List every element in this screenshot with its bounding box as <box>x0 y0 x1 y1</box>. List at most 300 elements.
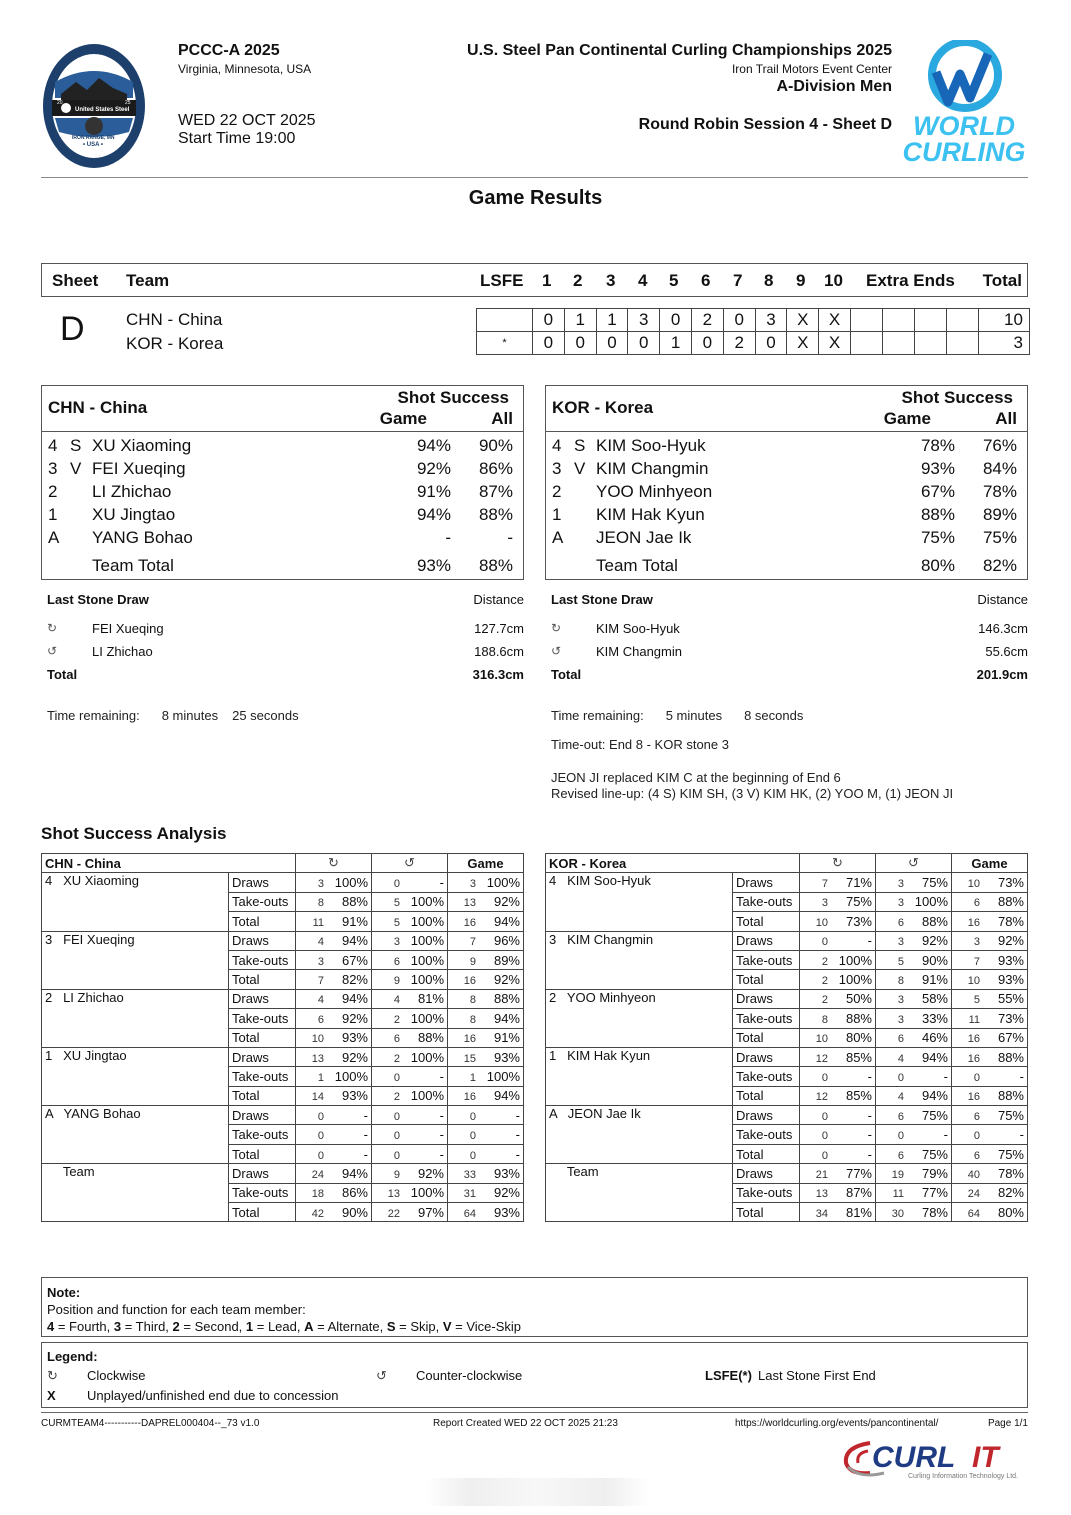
stat-game <box>448 1009 524 1028</box>
shot-count: 4 <box>897 1052 904 1065</box>
team-total-label: Team Total <box>596 556 678 575</box>
shot-pct: 94% <box>341 933 368 949</box>
shot-success-label: Shot Success <box>397 388 509 407</box>
shot-type: Take-outs <box>733 1067 800 1086</box>
footer-divider <box>41 1412 1028 1413</box>
stat-game <box>952 1164 1028 1183</box>
player-game-pct: 67% <box>920 482 955 501</box>
player-position: 2 <box>48 482 58 501</box>
last-stone-draw <box>41 592 524 690</box>
shot-pct: 88% <box>997 1049 1024 1065</box>
stat-ccw <box>372 1067 448 1086</box>
shot-pct: 88% <box>493 991 520 1007</box>
shot-count: 10 <box>815 916 828 929</box>
note-key: 4 <box>47 1319 55 1334</box>
player-row <box>42 436 523 459</box>
extra-end <box>946 332 978 355</box>
player-all-pct: 86% <box>478 459 513 478</box>
shot-pct: 85% <box>845 1049 872 1065</box>
shot-success-label: Shot Success <box>901 388 1013 407</box>
shot-count: 8 <box>469 994 476 1007</box>
stat-cw <box>296 1086 372 1105</box>
shot-pct: 88% <box>921 913 948 929</box>
lsd-total-row <box>545 667 1028 690</box>
stat-game <box>448 892 524 911</box>
extra-end <box>914 309 946 332</box>
svg-text:25: 25 <box>125 100 131 106</box>
stat-game <box>952 989 1028 1008</box>
shot-pct: 88% <box>845 1010 872 1026</box>
lineup-note: JEON JI replaced KIM C at the beginning of End 6 <box>551 770 841 785</box>
lsd-distance: 188.6cm <box>474 644 524 659</box>
shot-pct: 88% <box>417 1030 444 1046</box>
shot-count: 16 <box>463 1033 476 1046</box>
shot-pct: - <box>363 1146 368 1162</box>
shot-count: 13 <box>311 1052 324 1065</box>
distance-label: Distance <box>977 592 1028 607</box>
shot-pct: 97% <box>417 1204 444 1220</box>
stat-ccw <box>876 1106 952 1125</box>
col-sheet: Sheet <box>52 271 99 290</box>
stat-ccw <box>876 931 952 950</box>
svg-text:IRON RANGE, MN: IRON RANGE, MN <box>72 135 115 141</box>
player-name: FEI Xueqing <box>92 459 186 478</box>
shot-pct: 91% <box>341 913 368 929</box>
event-location: Virginia, Minnesota, USA <box>178 62 312 76</box>
player-position: A <box>48 528 60 547</box>
shot-pct: - <box>515 1146 520 1162</box>
stat-ccw <box>372 1183 448 1202</box>
team-panel-kor <box>545 385 1028 580</box>
shot-type: Draws <box>733 873 800 892</box>
world-curling-logo <box>898 40 1030 164</box>
analysis-player: A YANG Bohao <box>42 1106 229 1164</box>
team-name-kor: KOR - Korea <box>126 334 224 353</box>
shot-pct: 92% <box>341 1049 368 1065</box>
doc-code: CURMTEAM4-----------DAPREL000404--_73 v1.0 <box>41 1418 260 1429</box>
legend-clockwise: Clockwise <box>87 1368 146 1383</box>
shot-pct: 92% <box>341 1010 368 1026</box>
shot-type: Draws <box>229 873 296 892</box>
shot-count: 12 <box>815 1091 828 1104</box>
legend-x-key: X <box>47 1388 56 1403</box>
stat-cw <box>296 1067 372 1086</box>
legend-counter-clockwise: Counter-clockwise <box>416 1368 523 1383</box>
shot-count: 2 <box>821 955 828 968</box>
stat-cw <box>800 1047 876 1066</box>
stat-game <box>448 950 524 969</box>
event-url[interactable]: https://worldcurling.org/events/pancontinental/ <box>735 1418 939 1429</box>
stat-cw <box>800 1183 876 1202</box>
stat-ccw <box>372 873 448 892</box>
legend-x: Unplayed/unfinished end due to concession <box>87 1388 339 1403</box>
stat-game <box>952 912 1028 931</box>
col-end-3: 3 <box>606 271 616 290</box>
shot-count: 14 <box>311 1091 324 1104</box>
shot-count: 0 <box>821 936 828 949</box>
stat-cw <box>800 1144 876 1163</box>
shot-count: 7 <box>821 878 828 891</box>
player-position: 3 <box>48 459 58 478</box>
shot-type: Take-outs <box>229 1183 296 1202</box>
shot-count: 0 <box>821 1110 828 1123</box>
shot-count: 21 <box>815 1168 828 1181</box>
shot-count: 0 <box>897 1130 904 1143</box>
stat-game <box>952 1028 1028 1047</box>
analysis-header <box>42 854 524 873</box>
player-function: S <box>70 436 82 455</box>
shot-type: Total <box>229 1028 296 1047</box>
analysis-player: A JEON Jae Ik <box>546 1106 733 1164</box>
shot-count: 5 <box>393 916 400 929</box>
stat-game <box>448 1028 524 1047</box>
lsd-player: FEI Xueqing <box>92 621 164 636</box>
stat-cw <box>800 1028 876 1047</box>
shot-type: Take-outs <box>229 1125 296 1144</box>
shot-count: 0 <box>821 1149 828 1162</box>
player-all-pct: 76% <box>982 436 1017 455</box>
stat-cw <box>800 989 876 1008</box>
stat-ccw <box>876 1203 952 1222</box>
page-title: Game Results <box>468 187 603 209</box>
shot-count: 18 <box>311 1188 324 1201</box>
analysis-row <box>42 989 524 1008</box>
player-position: 4 <box>48 436 58 455</box>
stat-cw <box>296 931 372 950</box>
stat-cw <box>296 1203 372 1222</box>
shot-count: 15 <box>463 1052 476 1065</box>
event-info-left <box>178 42 316 148</box>
shot-count: 6 <box>897 916 904 929</box>
shot-count: 13 <box>387 1188 400 1201</box>
end-score: 0 <box>564 332 596 355</box>
lsd-title: Last Stone Draw <box>47 592 149 607</box>
shot-pct: 90% <box>921 952 948 968</box>
stat-ccw <box>876 970 952 989</box>
shot-pct: 100% <box>410 952 444 968</box>
clockwise-icon: ↻ <box>47 1368 58 1383</box>
end-score: 0 <box>628 332 660 355</box>
player-position: A <box>552 528 564 547</box>
stat-game <box>448 970 524 989</box>
analysis-player: 2 YOO Minhyeon <box>546 989 733 1047</box>
shot-count: 16 <box>463 916 476 929</box>
player-position: 4 <box>552 436 562 455</box>
shot-count: 24 <box>967 1188 980 1201</box>
player-row <box>546 505 1027 528</box>
shot-pct: 100% <box>410 972 444 988</box>
stat-game <box>952 1009 1028 1028</box>
shot-count: 0 <box>317 1149 324 1162</box>
shot-count: 5 <box>897 955 904 968</box>
shot-pct: 94% <box>493 913 520 929</box>
shot-count: 2 <box>821 975 828 988</box>
stat-ccw <box>876 1047 952 1066</box>
stat-game <box>952 931 1028 950</box>
player-position: 1 <box>48 505 58 524</box>
distance-label: Distance <box>473 592 524 607</box>
shot-pct: 93% <box>493 1049 520 1065</box>
shot-type: Draws <box>733 1164 800 1183</box>
shot-pct: 100% <box>838 972 872 988</box>
division: A-Division Men <box>776 78 892 95</box>
stat-ccw <box>372 989 448 1008</box>
shot-type: Total <box>229 1203 296 1222</box>
scoreboard <box>476 308 1030 355</box>
stat-ccw <box>372 970 448 989</box>
lsd-total-label: Total <box>47 667 78 682</box>
shot-pct: 73% <box>845 913 872 929</box>
analysis-team-name: CHN - China <box>42 854 296 873</box>
shot-pct: 100% <box>410 913 444 929</box>
time-minutes: 8 minutes <box>161 708 219 723</box>
stat-cw <box>800 931 876 950</box>
stat-ccw <box>876 1183 952 1202</box>
shot-count: 8 <box>821 1013 828 1026</box>
analysis-row <box>42 931 524 950</box>
shot-type: Take-outs <box>733 950 800 969</box>
shot-pct: 94% <box>341 991 368 1007</box>
stat-ccw <box>876 873 952 892</box>
shot-pct: 73% <box>997 875 1024 891</box>
end-score: 2 <box>723 332 755 355</box>
player-all-pct: 78% <box>982 482 1017 501</box>
shot-pct: 93% <box>997 972 1024 988</box>
shot-count: 3 <box>897 936 904 949</box>
panel-team-name: KOR - Korea <box>552 398 654 417</box>
event-title: U.S. Steel Pan Continental Curling Championships 2025 <box>467 42 892 59</box>
note-key: V <box>442 1319 452 1334</box>
shot-pct: - <box>439 1068 444 1084</box>
shot-count: 3 <box>897 994 904 1007</box>
stat-cw <box>296 892 372 911</box>
shot-pct: 100% <box>486 875 520 891</box>
shot-count: 0 <box>469 1130 476 1143</box>
page-number: Page 1/1 <box>987 1418 1028 1429</box>
analysis-row <box>546 989 1028 1008</box>
team-total-all: 88% <box>478 556 513 575</box>
shot-pct: 92% <box>997 933 1024 949</box>
stat-ccw <box>876 1144 952 1163</box>
shot-count: 31 <box>463 1188 476 1201</box>
stat-game <box>448 1164 524 1183</box>
stat-cw <box>296 1106 372 1125</box>
stat-ccw <box>372 892 448 911</box>
stat-game <box>952 892 1028 911</box>
shot-pct: 94% <box>921 1088 948 1104</box>
lsd-player: KIM Soo-Hyuk <box>596 621 680 636</box>
player-all-pct: - <box>507 528 513 547</box>
shot-count: 4 <box>393 994 400 1007</box>
team-total-row <box>546 556 1027 579</box>
shot-count: 10 <box>967 975 980 988</box>
end-score: X <box>787 332 819 355</box>
note-title: Note: <box>47 1285 81 1300</box>
shot-count: 3 <box>393 936 400 949</box>
lsfe-cell: * <box>477 332 533 355</box>
end-score: 0 <box>533 332 565 355</box>
stat-game <box>952 1047 1028 1066</box>
player-position: 3 <box>552 459 562 478</box>
shot-pct: 80% <box>845 1030 872 1046</box>
shot-pct: 87% <box>845 1185 872 1201</box>
analysis-table-chn <box>41 853 524 1222</box>
analysis-team-name: KOR - Korea <box>546 854 800 873</box>
shot-count: 5 <box>393 897 400 910</box>
player-all-pct: 87% <box>478 482 513 501</box>
analysis-row <box>546 1164 1028 1183</box>
shot-pct: - <box>439 1146 444 1162</box>
col-end-8: 8 <box>764 271 774 290</box>
shot-pct: - <box>515 1127 520 1143</box>
shot-count: 2 <box>393 1052 400 1065</box>
shot-pct: 71% <box>845 875 872 891</box>
team-total-label: Team Total <box>92 556 174 575</box>
analysis-row <box>42 1047 524 1066</box>
shot-count: 6 <box>973 897 980 910</box>
shot-type: Total <box>733 1203 800 1222</box>
svg-text:CURLING: CURLING <box>902 137 1026 164</box>
end-score: 0 <box>596 332 628 355</box>
end-score: 0 <box>755 332 787 355</box>
stat-game <box>952 1086 1028 1105</box>
stat-game <box>952 950 1028 969</box>
faded-watermark <box>425 1478 650 1506</box>
shot-pct: 82% <box>341 972 368 988</box>
shot-pct: 78% <box>921 1204 948 1220</box>
note-line: Position and function for each team member: <box>47 1302 306 1317</box>
shot-count: 6 <box>897 1033 904 1046</box>
shot-pct: - <box>943 1068 948 1084</box>
lsd-row <box>41 621 524 644</box>
stat-ccw <box>372 1047 448 1066</box>
shot-pct: 100% <box>410 1049 444 1065</box>
shot-type: Total <box>733 1028 800 1047</box>
svg-text:20: 20 <box>57 100 63 106</box>
shot-count: 8 <box>897 975 904 988</box>
player-function: V <box>574 459 586 478</box>
svg-text:• USA •: • USA • <box>83 142 103 148</box>
shot-pct: - <box>439 875 444 891</box>
shot-count: 42 <box>311 1207 324 1220</box>
stat-cw <box>800 970 876 989</box>
shot-type: Total <box>733 912 800 931</box>
analysis-player: 1 KIM Hak Kyun <box>546 1047 733 1105</box>
shot-pct: - <box>1019 1127 1024 1143</box>
shot-pct: 93% <box>997 952 1024 968</box>
last-stone-draw <box>545 592 1028 690</box>
shot-type: Take-outs <box>733 1009 800 1028</box>
stat-ccw <box>876 1067 952 1086</box>
shot-pct: 80% <box>997 1204 1024 1220</box>
shot-pct: 81% <box>417 991 444 1007</box>
time-remaining <box>551 708 803 723</box>
shot-count: 34 <box>815 1207 828 1220</box>
time-seconds: 25 seconds <box>232 708 299 723</box>
shot-pct: 88% <box>341 894 368 910</box>
end-score: 1 <box>660 332 692 355</box>
col-total: Total <box>982 271 1022 290</box>
shot-pct: 67% <box>341 952 368 968</box>
event-info-right <box>467 42 892 134</box>
shot-count: 13 <box>463 897 476 910</box>
shot-pct: 33% <box>921 1010 948 1026</box>
lsd-total: 316.3cm <box>472 667 524 682</box>
team-total-game: 93% <box>416 556 451 575</box>
player-game-pct: 92% <box>416 459 451 478</box>
shot-pct: 75% <box>997 1107 1024 1123</box>
shot-pct: 73% <box>997 1010 1024 1026</box>
lsd-distance: 127.7cm <box>474 621 524 636</box>
player-game-pct: 94% <box>416 505 451 524</box>
team-total-row <box>42 556 523 579</box>
shot-pct: 85% <box>845 1088 872 1104</box>
shot-pct: 92% <box>493 1185 520 1201</box>
col-lsfe: LSFE <box>480 271 524 290</box>
shot-pct: 46% <box>921 1030 948 1046</box>
stat-cw <box>296 970 372 989</box>
shot-pct: 100% <box>914 894 948 910</box>
extra-end <box>946 309 978 332</box>
shot-count: 9 <box>393 1168 400 1181</box>
shot-pct: 81% <box>845 1204 872 1220</box>
shot-type: Take-outs <box>229 950 296 969</box>
shot-pct: 100% <box>410 894 444 910</box>
shot-pct: 75% <box>921 1107 948 1123</box>
stat-game <box>952 1203 1028 1222</box>
shot-count: 4 <box>317 994 324 1007</box>
stat-cw <box>296 912 372 931</box>
stat-cw <box>296 1183 372 1202</box>
shot-count: 4 <box>317 936 324 949</box>
counter-clockwise-icon: ↺ <box>376 1368 387 1383</box>
shot-pct: 94% <box>341 1165 368 1181</box>
analysis-player: Team <box>546 1164 733 1222</box>
sheet-letter: D <box>60 310 85 348</box>
svg-text:WORLD: WORLD <box>913 111 1015 141</box>
shot-count: 0 <box>393 1130 400 1143</box>
player-name: XU Xiaoming <box>92 436 192 455</box>
note-value: = Alternate, <box>313 1319 387 1334</box>
shot-pct: 93% <box>493 1165 520 1181</box>
shot-pct: - <box>439 1107 444 1123</box>
shot-count: 64 <box>463 1207 476 1220</box>
shot-count: 40 <box>967 1168 980 1181</box>
game-column: Game <box>448 854 524 873</box>
legend-lsfe-key: LSFE(*) <box>705 1368 752 1383</box>
analysis-row <box>42 1106 524 1125</box>
extra-end <box>850 332 882 355</box>
shot-pct: 93% <box>493 1204 520 1220</box>
note-positions <box>47 1318 1022 1335</box>
shot-type: Total <box>229 1144 296 1163</box>
lsd-row <box>545 621 1028 644</box>
shot-count: 11 <box>892 1188 904 1201</box>
shot-count: 0 <box>317 1110 324 1123</box>
curlit-logo <box>840 1437 1030 1481</box>
player-name: YOO Minhyeon <box>596 482 713 501</box>
all-label: All <box>491 409 513 428</box>
shot-pct: 92% <box>493 972 520 988</box>
col-end-7: 7 <box>733 271 743 290</box>
lsfe-cell <box>477 309 533 332</box>
analysis-player: Team <box>42 1164 229 1222</box>
end-score: 1 <box>596 309 628 332</box>
shot-count: 5 <box>973 994 980 1007</box>
stat-cw <box>800 873 876 892</box>
shot-count: 13 <box>815 1188 828 1201</box>
shot-pct: 93% <box>341 1088 368 1104</box>
